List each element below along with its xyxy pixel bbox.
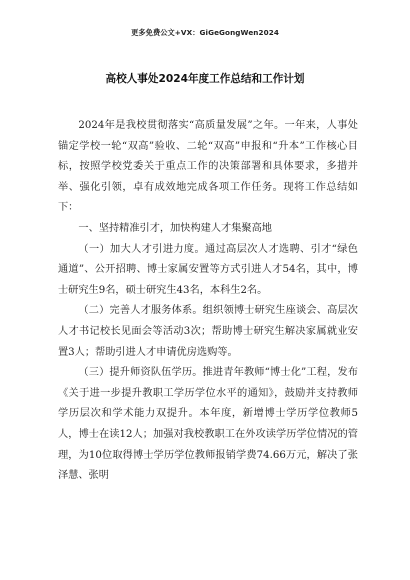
item-paragraph-1: （一）加大人才引进力度。通过高层次人才选聘、引才“绿色通道”、公开招聘、博士家属安置等方式引进人才54名，其中，博士研究生9名，硕士研究生43名，本科生2名。 bbox=[58, 243, 358, 296]
document-body bbox=[58, 116, 358, 487]
section-heading-1: 一、坚持精准引才，加快构建人才集聚高地 bbox=[78, 222, 272, 234]
document-title: 高校人事处2024年度工作总结和工作计划 bbox=[105, 73, 305, 85]
intro-paragraph: 2024年是我校贯彻落实“高质量发展”之年。一年来，人事处锚定学校一轮“双高”验收、二轮“双高”申报和“升本”工作核心目标，按照学校党委关于重点工作的决策部署和具体要求，多措并举、强化引领，卓有成效地完成各项工作任务。现将工作总结如下： bbox=[58, 120, 358, 214]
item-paragraph-3: （三）提升师资队伍学历。推进青年教师“博士化”工程，发布《关于进一步提升教职工学历学位水平的通知》，鼓励并支持教师学历层次和学术能力双提升。本年度，新增博士学历学位教师5人，博士在读12人；加强对我校教职工在外攻读学历学位情况的管理，为10位取得博士学历学位教师报销学费74.66万元，解决了张泽慧、张明 bbox=[58, 367, 358, 482]
item-paragraph-2: （二）完善人才服务体系。组织领博士研究生座谈会、高层次人才书记校长见面会等活动3次；帮助博士研究生解决家属就业安置3人；帮助引进人才申请优房选购等。 bbox=[58, 305, 358, 358]
header-note: 更多免费公文+VX：GiGeGongWen2024 bbox=[131, 28, 279, 37]
